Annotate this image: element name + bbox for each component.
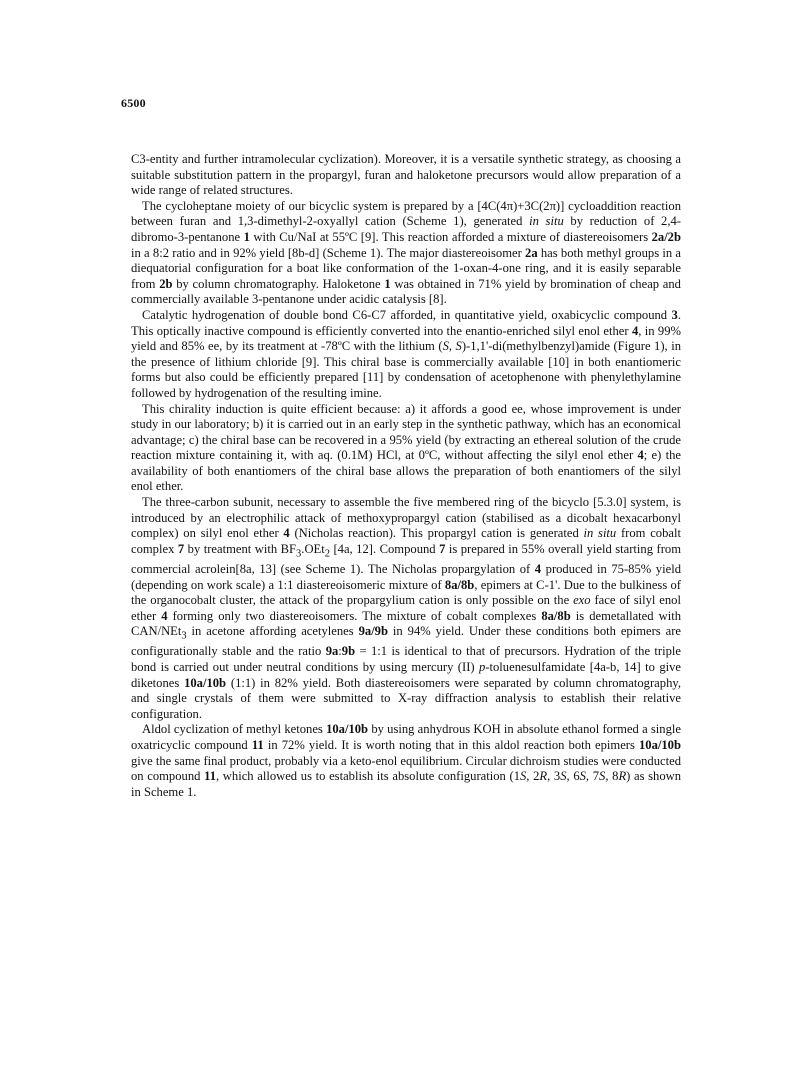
paragraph-6: Aldol cyclization of methyl ketones 10a/10b by using anhydrous KOH in absolute ethanol formed a single oxatricyclic compound 11 in 72% yield. It is worth noting that in this aldol reaction both epimers 10a/10b give the same final product, probably via a keto-enol equilibrium. Circular dichroism studies were conducted on compound 11, which allowed us to establish its absolute configuration (1S, 2R, 3S, 6S, 7S, 8R) as shown in Scheme 1.	[131, 722, 682, 799]
page-number: 6500	[121, 96, 146, 110]
body-text	[131, 152, 681, 800]
paragraph-2: The cycloheptane moiety of our bicyclic system is prepared by a [4C(4π)+3C(2π)] cycloaddition reaction between furan and 1,3-dimethyl-2-oxyallyl cation (Scheme 1), generated in situ by reduction of 2,4-dibromo-3-pentanone 1 with Cu/NaI at 55ºC [9]. This reaction afforded a mixture of diastereoisomers 2a/2b in a 8:2 ratio and in 92% yield [8b-d] (Scheme 1). The major diastereoisomer 2a has both methyl groups in a diequatorial configuration for a boat like conformation of the 1-oxan-4-one ring, and it is easily separable from 2b by column chromatography. Haloketone 1 was obtained in 71% yield by bromination of cheap and commercially available 3-pentanone under acidic catalysis [8].	[131, 198, 681, 307]
paragraph-1: C3-entity and further intramolecular cyclization). Moreover, it is a versatile synthetic strategy, as choosing a suitable substitution pattern in the propargyl, furan and haloketone precursors would allow preparation of a wide range of related structures.	[131, 152, 681, 198]
paragraph-4: This chirality induction is quite efficient because: a) it affords a good ee, whose improvement is under study in our laboratory; b) it is carried out in an early step in the synthetic pathway, which has an economical advantage; c) the chiral base can be recovered in a 95% yield (by extracting an ethereal solution of the crude reaction mixture containing it, with aq. (0.1M) HCl, at 0ºC, without affecting the silyl enol ether 4; e) the availability of both enantiomers of the chiral base allows the preparation of both enantiomers of the silyl enol ether.	[131, 401, 681, 494]
paragraph-3: Catalytic hydrogenation of double bond C6-C7 afforded, in quantitative yield, oxabicyclic compound 3. This optically inactive compound is efficiently converted into the enantio-enriched silyl enol ether 4, in 99% yield and 85% ee, by its treatment at -78ºC with the lithium (S, S)-1,1'-di(methylbenzyl)amide (Figure 1), in the presence of lithium chloride [9]. This chiral base is commercially available [10] in both enantiomeric forms but also could be efficiently prepared [11] by condensation of acetophenone with phenylethylamine followed by hydrogenation of the resulting imine.	[131, 307, 681, 400]
paragraph-5: The three-carbon subunit, necessary to assemble the five membered ring of the bicyclo [5.3.0] system, is introduced by an electrophilic attack of methoxypropargyl cation (stabilised as a dicobalt hexacarbonyl complex) on silyl enol ether 4 (Nicholas reaction). This propargyl cation is generated in situ from cobalt complex 7 by treatment with $BF_3.OEt_2$ [4a, 12]. Compound 7 is prepared in 55% overall yield starting from commercial acrolein[8a, 13] (see Scheme 1). The Nicholas propargylation of 4 produced in 75-85% yield (depending on work scale) a 1:1 diastereoisomeric mixture of 8a/8b, epimers at C-1'. Due to the bulkiness of the organocobalt cluster, the attack of the propargylium cation is only possible on the exo face of silyl enol ether 4 forming only two diastereoisomers. The mixture of cobalt complexes 8a/8b is demetallated with CAN/NEt$_3$ in acetone affording acetylenes 9a/9b in 94% yield. Under these conditions both epimers are configurationally stable and the ratio 9a:9b = 1:1 is identical to that of precursors. Hydration of the triple bond is carried out under neutral conditions by using mercury (II) p-toluenesulfamidate [4a-b, 14] to give diketones 10a/10b (1:1) in 82% yield. Both diastereoisomers were separated by column chromatography, and single crystals of them were submitted to X-ray diffraction analysis to establish their relative configuration.	[131, 495, 682, 721]
